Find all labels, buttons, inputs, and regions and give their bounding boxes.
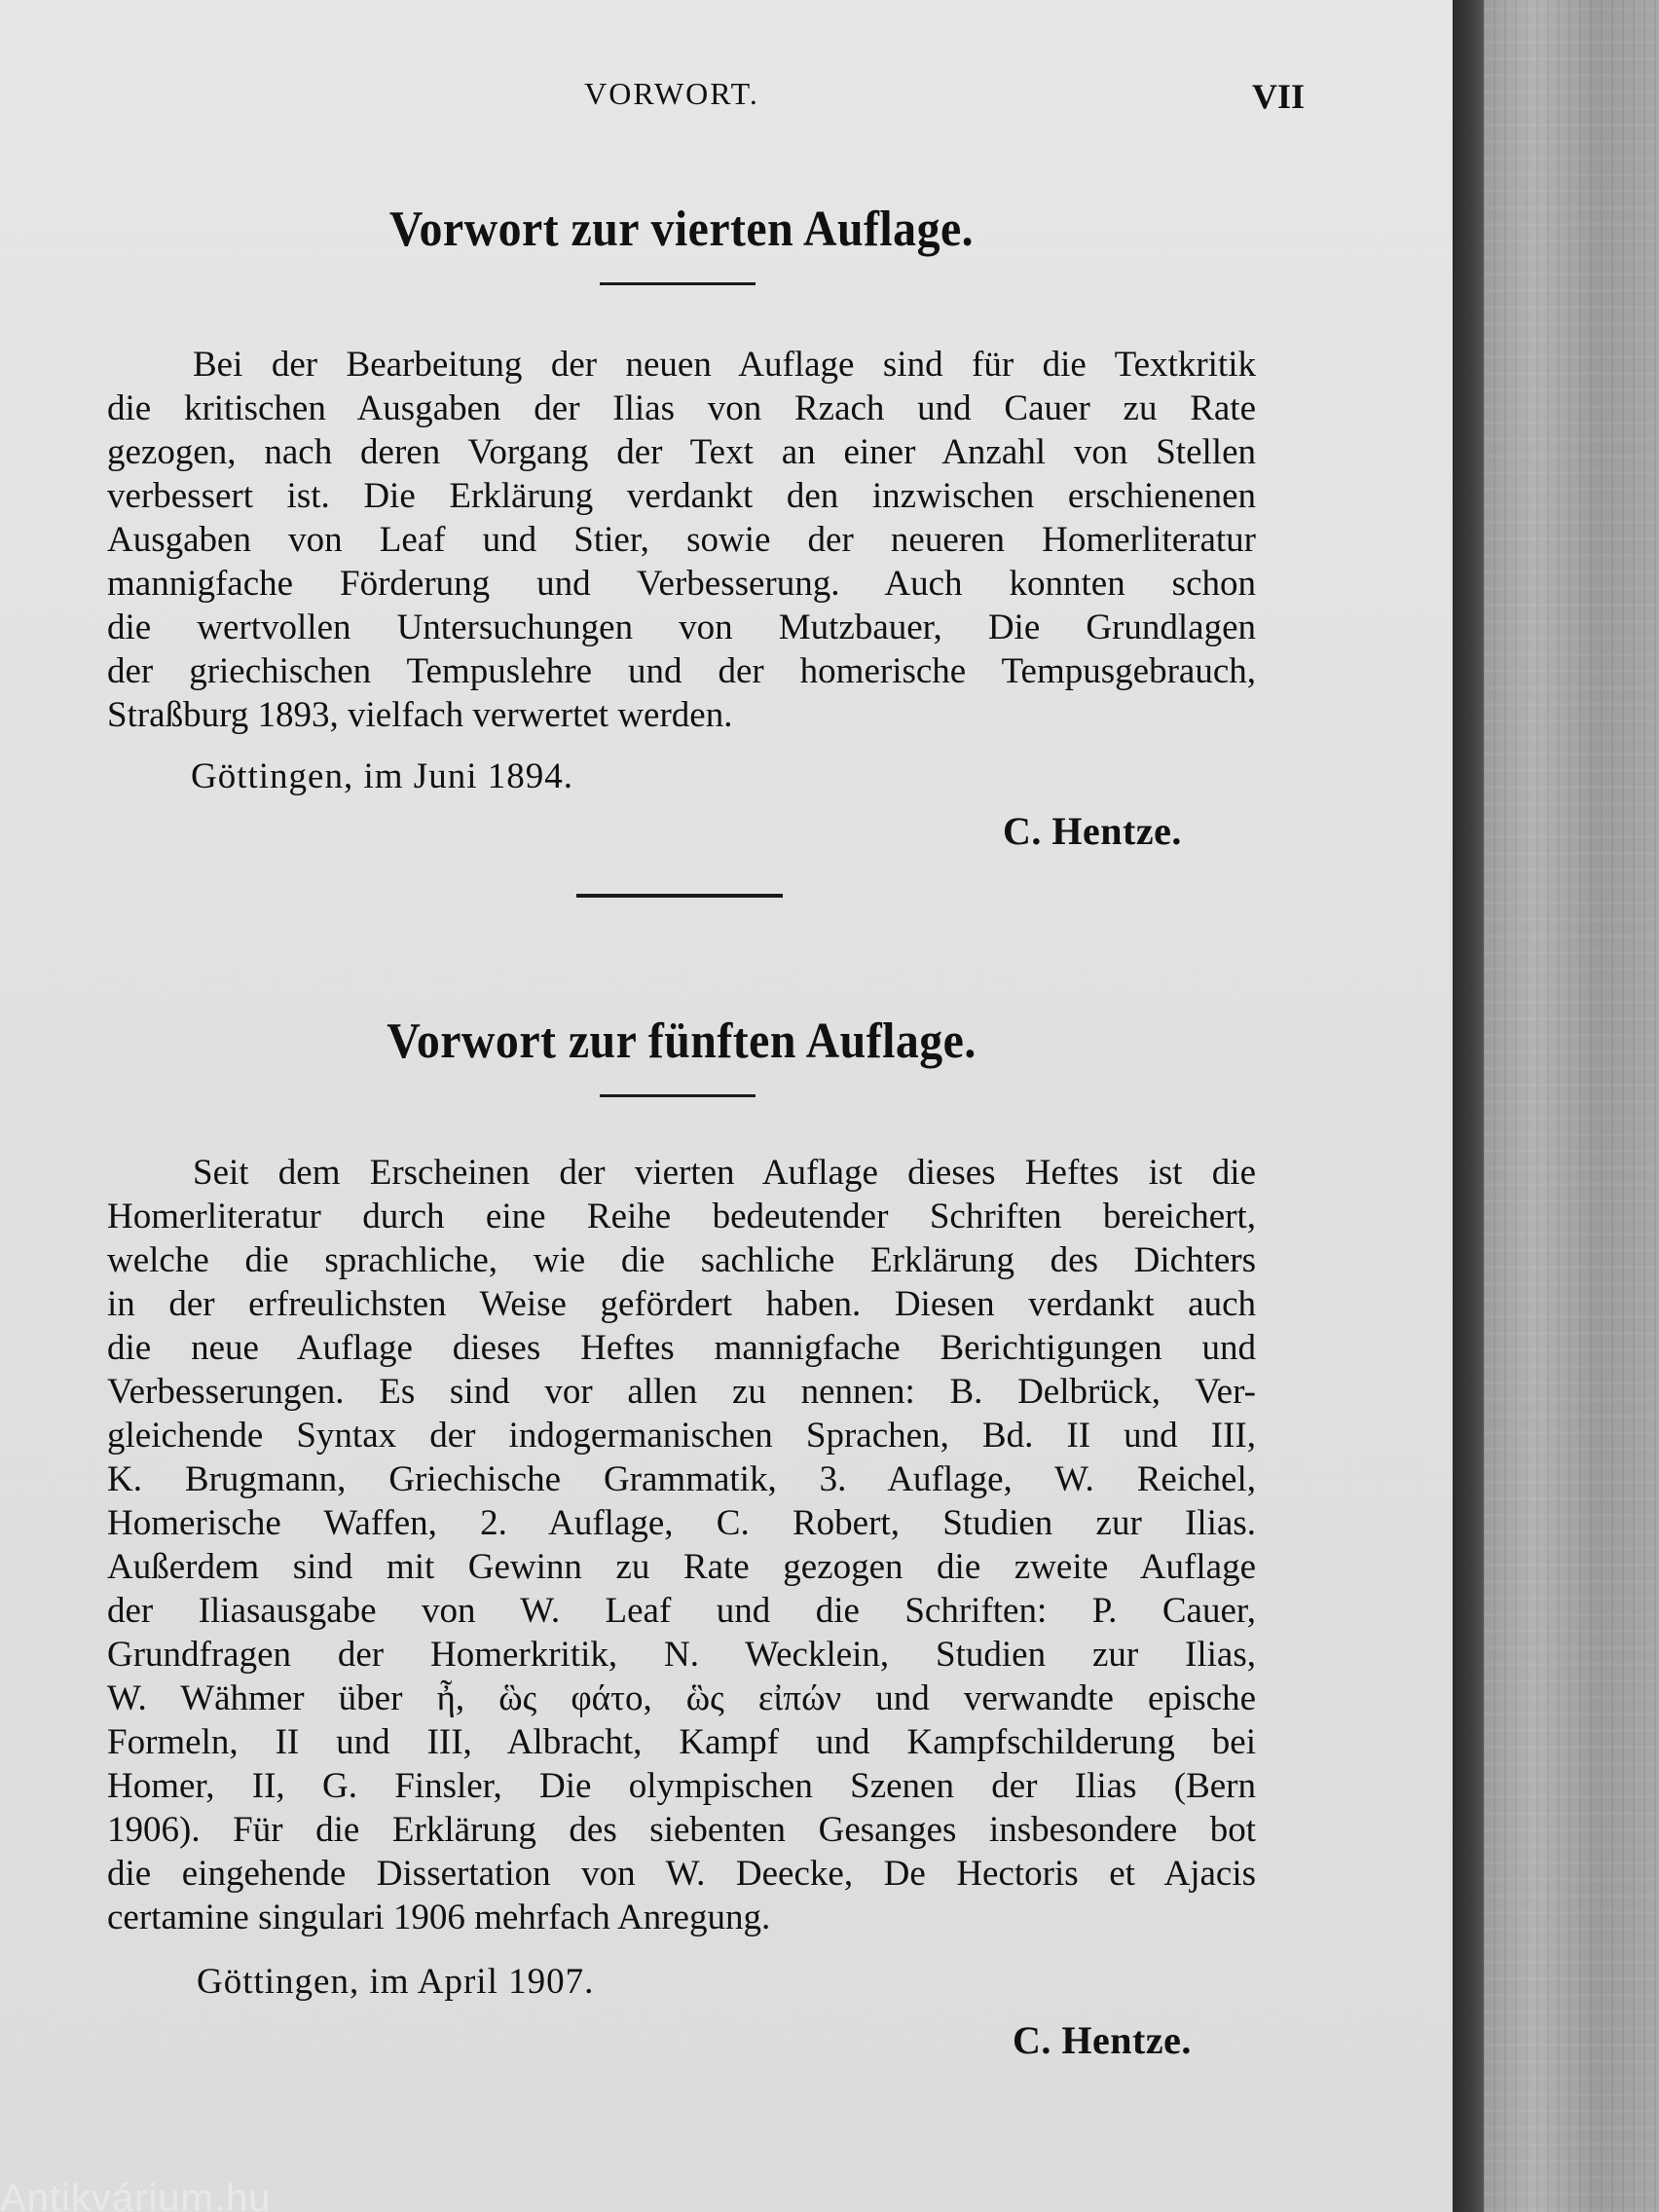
text-line: Verbesserungen. Es sind vor allen zu nennen: B. Delbrück, Ver- [107, 1372, 1256, 1412]
text-line: gezogen, nach deren Vorgang der Text an einer Anzahl von Stellen [107, 432, 1256, 472]
signature-fourth-edition: C. Hentze. [1003, 809, 1182, 853]
text-line: gleichende Syntax der indogermanischen Sprachen, Bd. II und III, [107, 1416, 1256, 1456]
text-line: in der erfreulichsten Weise gefördert haben. Diesen verdankt auch [107, 1284, 1256, 1324]
text-line: welche die sprachliche, wie die sachliche Erklärung des Dichters [107, 1240, 1256, 1280]
section-heading-fifth-edition: Vorwort zur fünften Auflage. [387, 1014, 977, 1069]
text-line: Seit dem Erscheinen der vierten Auflage dieses Heftes ist die [193, 1153, 1256, 1193]
text-line: der griechischen Tempuslehre und der homerische Tempusgebrauch, [107, 651, 1256, 691]
preface-paragraph-fifth-edition [107, 1151, 1256, 1939]
section-divider-rule [576, 894, 783, 898]
preface-paragraph-fourth-edition [107, 343, 1256, 737]
text-line: Straßburg 1893, vielfach verwertet werden. [107, 695, 733, 735]
text-line: die eingehende Dissertation von W. Deecke, De Hectoris et Ajacis [107, 1854, 1256, 1894]
text-line: Ausgaben von Leaf und Stier, sowie der neueren Homerliteratur [107, 520, 1256, 560]
text-line: Außerdem sind mit Gewinn zu Rate gezogen die zweite Auflage [107, 1547, 1256, 1587]
signature-fifth-edition: C. Hentze. [1013, 2018, 1192, 2062]
running-head-title: VORWORT. [584, 76, 759, 111]
page-number: VII [1251, 77, 1305, 116]
text-line: Grundfragen der Homerkritik, N. Wecklein, Studien zur Ilias, [107, 1635, 1256, 1675]
text-line: Homer, II, G. Finsler, Die olympischen Szenen der Ilias (Bern [107, 1766, 1256, 1806]
section-heading-fourth-edition: Vorwort zur vierten Auflage. [388, 202, 975, 257]
dateline-fourth-edition: Göttingen, im Juni 1894. [191, 756, 573, 796]
text-line: die wertvollen Untersuchungen von Mutzbauer, Die Grundlagen [107, 608, 1256, 647]
text-line: verbessert ist. Die Erklärung verdankt den inzwischen erschienenen [107, 476, 1256, 516]
text-line: die kritischen Ausgaben der Ilias von Rzach und Cauer zu Rate [107, 388, 1256, 428]
text-line: Formeln, II und III, Albracht, Kampf und Kampfschilderung bei [107, 1722, 1256, 1762]
text-line: der Iliasausgabe von W. Leaf und die Schriften: P. Cauer, [107, 1591, 1256, 1631]
dateline-fifth-edition: Göttingen, im April 1907. [197, 1962, 595, 2002]
watermark: Antikvárium.hu [0, 2177, 272, 2212]
text-line: Homerische Waffen, 2. Auflage, C. Robert, Studien zur Ilias. [107, 1503, 1256, 1543]
text-line: Homerliteratur durch eine Reihe bedeutender Schriften bereichert, [107, 1197, 1256, 1236]
text-line: 1906). Für die Erklärung des siebenten Gesanges insbesondere bot [107, 1810, 1256, 1850]
text-line: K. Brugmann, Griechische Grammatik, 3. Auflage, W. Reichel, [107, 1459, 1256, 1499]
text-line: die neue Auflage dieses Heftes mannigfache Berichtigungen und [107, 1328, 1256, 1368]
running-head [0, 76, 1453, 119]
text-line: certamine singulari 1906 mehrfach Anregung. [107, 1898, 771, 1937]
text-line: mannigfache Förderung und Verbesserung. Auch konnten schon [107, 564, 1256, 604]
text-line: Bei der Bearbeitung der neuen Auflage sind für die Textkritik [193, 345, 1256, 385]
text-line: W. Wähmer über ἦ, ὣς φάτο, ὣς εἰπών und verwandte epische [107, 1678, 1256, 1718]
heading-rule [600, 282, 756, 285]
heading-rule [600, 1094, 756, 1097]
page-edge-shadow [1451, 0, 1484, 2212]
